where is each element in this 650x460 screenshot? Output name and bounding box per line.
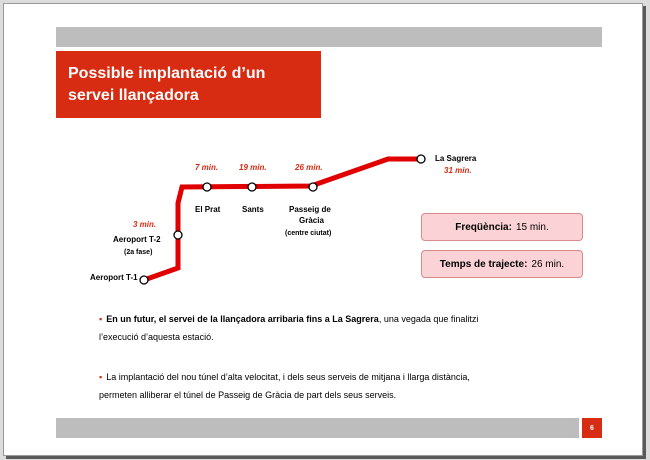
stop-note-aeroport-t2: (2a fase) [124, 249, 153, 256]
stop-aeroport-t2-marker [174, 231, 182, 239]
stop-label-aeroport-t1: Aeroport T-1 [90, 273, 138, 282]
bullet-1-text: , una vegada que finalitzi [378, 314, 479, 324]
slide [3, 3, 643, 456]
stop-label-el-prat: El Prat [195, 205, 221, 214]
time-el-prat: 7 min. [195, 163, 219, 172]
bullet-marker: ▪ [99, 372, 103, 382]
frequency-box [421, 213, 583, 241]
stop-note-passeig-de-gracia: (centre ciutat) [285, 230, 332, 237]
bullet-2-line-1: La implantació del nou túnel d’alta velocitat, i dels seus serveis de mitjana i llarga distància, [106, 372, 470, 382]
stop-la-sagrera-marker [417, 155, 425, 163]
bullet-2-line-2: permeten alliberar el túnel de Passeig de Gràcia de part dels seus serveis. [99, 390, 397, 400]
bottom-band [56, 418, 579, 438]
bullet-2 [99, 368, 569, 404]
route-line [144, 159, 421, 280]
stop-passeig-de-gracia-marker [309, 183, 317, 191]
stop-el-prat-marker [203, 183, 211, 191]
bullet-marker: ▪ [99, 314, 103, 324]
travel-time-value: 26 min. [531, 258, 565, 270]
time-aeroport-t2: 3 min. [133, 220, 157, 229]
stop-label-la-sagrera: La Sagrera [435, 154, 477, 163]
stop-label-passeig-de-gracia: Passeig de [289, 205, 331, 214]
stop-label-aeroport-t2: Aeroport T-2 [113, 235, 161, 244]
time-sants: 19 min. [239, 163, 267, 172]
stop-label-sants: Sants [242, 205, 264, 214]
time-la-sagrera: 31 min. [444, 166, 472, 175]
stop-sants-marker [248, 183, 256, 191]
frequency-label: Freqüència: [455, 221, 512, 233]
stop-label-passeig-de-gracia-line2: Gràcia [299, 216, 324, 225]
bullet-1-line-2: l’execució d’aquesta estació. [99, 332, 214, 342]
bullet-1 [99, 310, 569, 346]
time-passeig-de-gracia: 26 min. [295, 163, 323, 172]
title-line-1: Possible implantació d’un [68, 65, 266, 82]
frequency-value: 15 min. [515, 221, 549, 233]
stop-aeroport-t1-marker [140, 276, 148, 284]
bullet-1-bold-text: En un futur, el servei de la llançadora arribaria fins a La Sagrera [106, 314, 379, 324]
travel-time-label: Temps de trajecte: [439, 258, 528, 270]
travel-time-box [421, 250, 583, 278]
page-number: 6 [582, 418, 602, 438]
title-line-2: servei llançadora [68, 87, 199, 104]
